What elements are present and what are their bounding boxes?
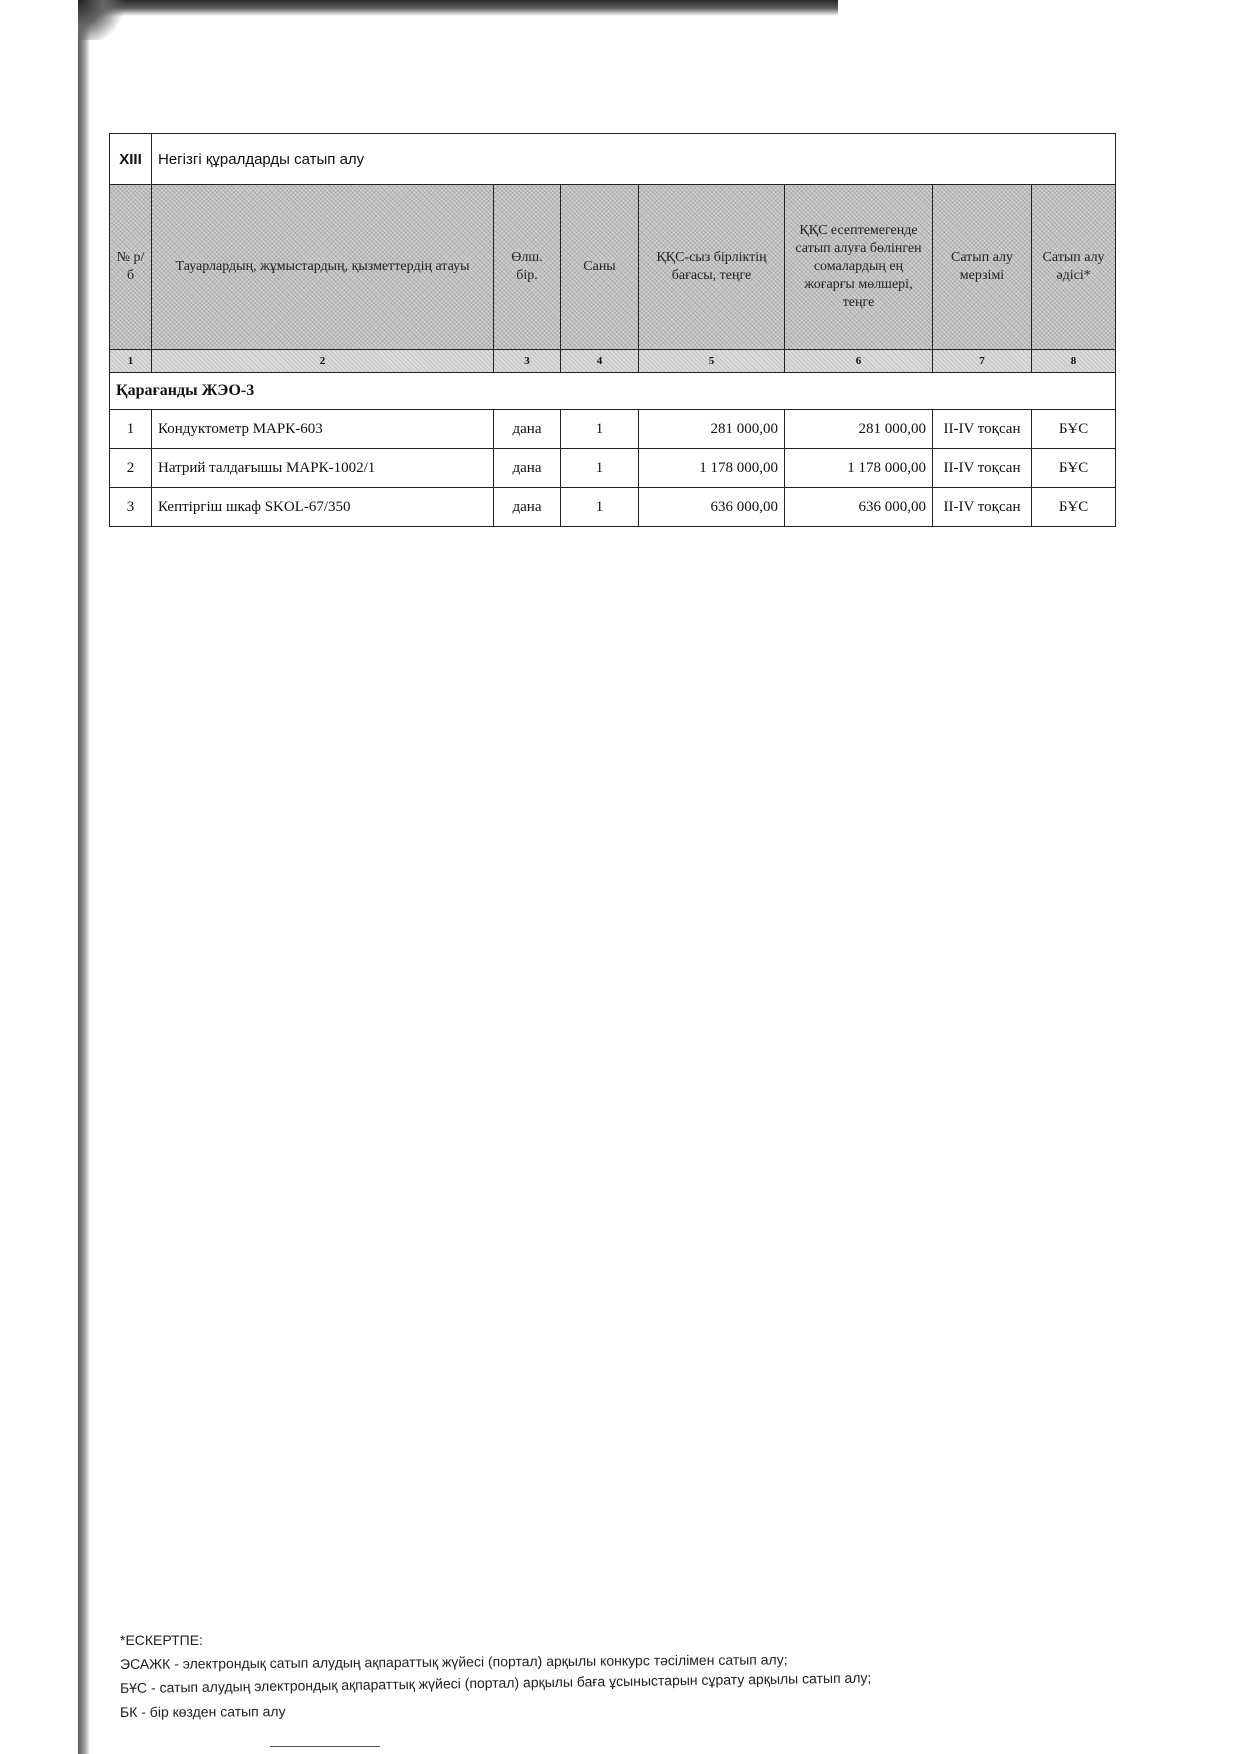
row-number: 2 (110, 449, 152, 488)
item-quantity: 1 (561, 488, 639, 527)
scan-corner-shadow (78, 0, 128, 40)
column-number-row (110, 350, 1116, 373)
item-total: 636 000,00 (785, 488, 933, 527)
item-name: Натрий талдағышы МАРК-1002/1 (152, 449, 494, 488)
item-period: II-IV тоқсан (933, 410, 1032, 449)
item-name: Кондуктометр МАРК-603 (152, 410, 494, 449)
item-total: 281 000,00 (785, 410, 933, 449)
item-unit-price: 636 000,00 (639, 488, 785, 527)
section-number: XIII (110, 134, 152, 185)
column-number: 2 (152, 350, 494, 373)
item-unit-price: 1 178 000,00 (639, 449, 785, 488)
item-method: БҰС (1032, 410, 1116, 449)
header-cell: ҚҚС есептемегенде сатып алуға бөлінген сомалардың ең жоғарғы мөлшері, теңге (785, 185, 933, 350)
column-number: 7 (933, 350, 1032, 373)
item-unit: дана (494, 449, 561, 488)
table-row (110, 410, 1116, 449)
column-number: 5 (639, 350, 785, 373)
header-cell: Тауарлардың, жұмыстардың, қызметтердің атауы (152, 185, 494, 350)
table-header-row (110, 185, 1116, 350)
column-number: 6 (785, 350, 933, 373)
header-cell: Сатып алу әдісі* (1032, 185, 1116, 350)
item-period: II-IV тоқсан (933, 449, 1032, 488)
item-quantity: 1 (561, 410, 639, 449)
item-unit: дана (494, 410, 561, 449)
item-name: Кептіргіш шкаф SKOL-67/350 (152, 488, 494, 527)
item-unit-price: 281 000,00 (639, 410, 785, 449)
scan-top-edge (78, 0, 838, 16)
item-method: БҰС (1032, 488, 1116, 527)
header-cell: Өлш. бір. (494, 185, 561, 350)
table-row (110, 488, 1116, 527)
group-title: Қарағанды ЖЭО-3 (110, 373, 1116, 410)
item-period: II-IV тоқсан (933, 488, 1032, 527)
group-row (110, 373, 1116, 410)
item-total: 1 178 000,00 (785, 449, 933, 488)
header-cell: № р/б (110, 185, 152, 350)
footnote-line: БК - бір көзден сатып алу (119, 1703, 286, 1720)
row-number: 3 (110, 488, 152, 527)
item-unit: дана (494, 488, 561, 527)
footnote-line: ЭСАЖК - электрондық сатып алудың ақпараттық жүйесі (портал) арқылы конкурс тәсілімен сатып алу; (119, 1651, 788, 1672)
section-title: Негізгі құралдарды сатып алу (152, 134, 1116, 185)
section-row (110, 134, 1116, 185)
column-number: 3 (494, 350, 561, 373)
item-method: БҰС (1032, 449, 1116, 488)
footnote-line: БҰС - сатып алудың электрондық ақпараттық жүйесі (портал) арқылы баға ұсыныстарын сұрату арқылы сатып алу; (119, 1669, 872, 1696)
procurement-table (109, 133, 1116, 527)
header-cell: Сатып алу мерзімі (933, 185, 1032, 350)
column-number: 8 (1032, 350, 1116, 373)
row-number: 1 (110, 410, 152, 449)
column-number: 4 (561, 350, 639, 373)
column-number: 1 (110, 350, 152, 373)
footnotes (120, 1628, 1120, 1724)
scan-artifact-line (270, 1746, 380, 1747)
header-cell: Саны (561, 185, 639, 350)
footnote-title: *ЕСКЕРТПЕ: (120, 1632, 203, 1648)
table-row (110, 449, 1116, 488)
header-cell: ҚҚС-сыз бірліктің бағасы, теңге (639, 185, 785, 350)
scan-left-edge (78, 0, 90, 1754)
item-quantity: 1 (561, 449, 639, 488)
